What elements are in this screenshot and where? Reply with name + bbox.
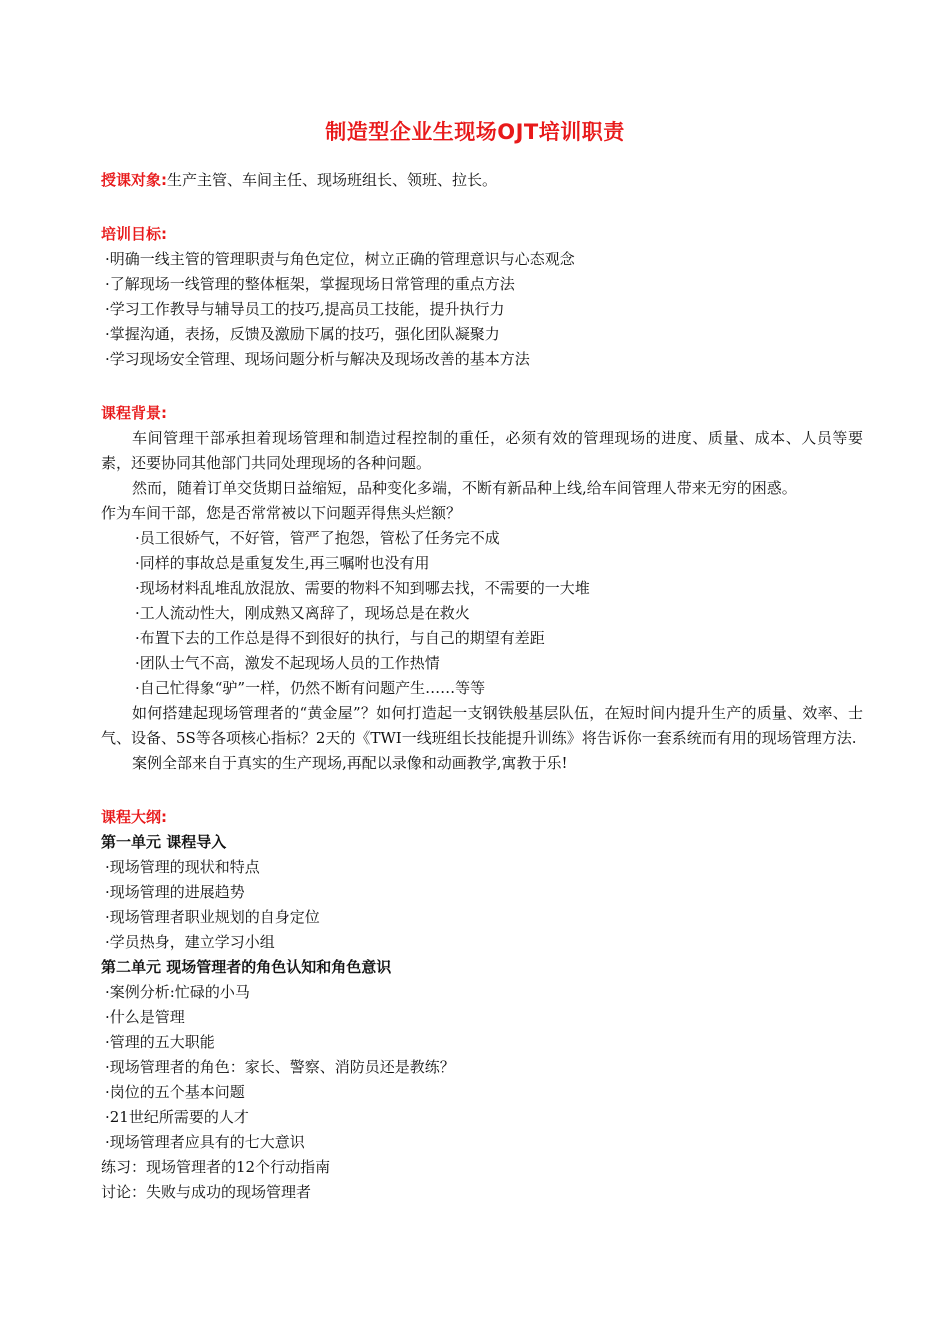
document-body (101, 168, 863, 1205)
unit-2-exercise: 练习：现场管理者的12个行动指南 (101, 1158, 331, 1176)
background-paragraph-3: 如何搭建起现场管理者的“黄金屋”？如何打造起一支钢铁般基层队伍，在短时间内提升生产的质量、效率、士气、设备、5S等各项核心指标？2天的《TWI一线班组长技能提升训练》将告诉你一套系统而有用的现场管理方法. (101, 704, 863, 747)
goal-item: ·学习工作教导与辅导员工的技巧,提高员工技能，提升执行力 (105, 300, 505, 318)
unit-1-title: 第一单元 课程导入 (101, 833, 227, 851)
problem-item: ·团队士气不高，激发不起现场人员的工作热情 (135, 654, 440, 672)
unit-2-item: ·现场管理者应具有的七大意识 (105, 1133, 305, 1151)
background-paragraph-2: 然而，随着订单交货期日益缩短，品种变化多端，不断有新品种上线,给车间管理人带来无穷的困惑。 (132, 479, 797, 497)
goals-heading: 培训目标: (101, 225, 167, 243)
goal-item: ·明确一线主管的管理职责与角色定位，树立正确的管理意识与心态观念 (105, 250, 575, 268)
audience-line (101, 168, 863, 193)
problem-item: ·同样的事故总是重复发生,再三嘱咐也没有用 (135, 554, 430, 572)
unit-2-item: ·什么是管理 (105, 1008, 185, 1026)
audience-label: 授课对象: (101, 171, 167, 189)
problem-item: ·现场材料乱堆乱放混放、需要的物料不知到哪去找，不需要的一大堆 (135, 579, 590, 597)
unit-1-item: ·现场管理者职业规划的自身定位 (105, 908, 320, 926)
background-heading: 课程背景: (101, 404, 167, 422)
goal-item: ·掌握沟通，表扬，反馈及激励下属的技巧，强化团队凝聚力 (105, 325, 500, 343)
audience-value: 生产主管、车间主任、现场班组长、领班、拉长。 (167, 171, 498, 189)
unit-2-item: ·案例分析:忙碌的小马 (105, 983, 250, 1001)
unit-1-item: ·学员热身，建立学习小组 (105, 933, 275, 951)
unit-1-item: ·现场管理的现状和特点 (105, 858, 260, 876)
problem-item: ·自己忙得象“驴”一样，仍然不断有问题产生……等等 (135, 679, 486, 697)
page-title: 制造型企业生现场OJT培训职责 (325, 120, 625, 144)
background-paragraph-4: 案例全部来自于真实的生产现场,再配以录像和动画教学,寓教于乐! (132, 754, 568, 772)
unit-2-item: ·21世纪所需要的人才 (105, 1108, 249, 1126)
unit-2-item: ·管理的五大职能 (105, 1033, 215, 1051)
unit-1-item: ·现场管理的进展趋势 (105, 883, 245, 901)
goal-item: ·学习现场安全管理、现场问题分析与解决及现场改善的基本方法 (105, 350, 530, 368)
problem-item: ·工人流动性大，刚成熟又离辞了，现场总是在救火 (135, 604, 470, 622)
unit-2-item: ·现场管理者的角色：家长、警察、消防员还是教练？ (105, 1058, 455, 1076)
unit-2-item: ·岗位的五个基本问题 (105, 1083, 245, 1101)
background-paragraph-1: 车间管理干部承担着现场管理和制造过程控制的重任，必须有效的管理现场的进度、质量、成本、人员等要素，还要协同其他部门共同处理现场的各种问题。 (101, 429, 863, 472)
goal-item: ·了解现场一线管理的整体框架，掌握现场日常管理的重点方法 (105, 275, 515, 293)
problem-item: ·员工很娇气，不好管，管严了抱怨，管松了任务完不成 (135, 529, 500, 547)
problem-item: ·布置下去的工作总是得不到很好的执行，与自己的期望有差距 (135, 629, 545, 647)
background-question: 作为车间干部，您是否常常被以下问题弄得焦头烂额？ (101, 504, 462, 522)
unit-2-discussion: 讨论：失败与成功的现场管理者 (101, 1183, 312, 1201)
unit-2-title: 第二单元 现场管理者的角色认知和角色意识 (101, 958, 392, 976)
outline-heading: 课程大纲: (101, 808, 167, 826)
